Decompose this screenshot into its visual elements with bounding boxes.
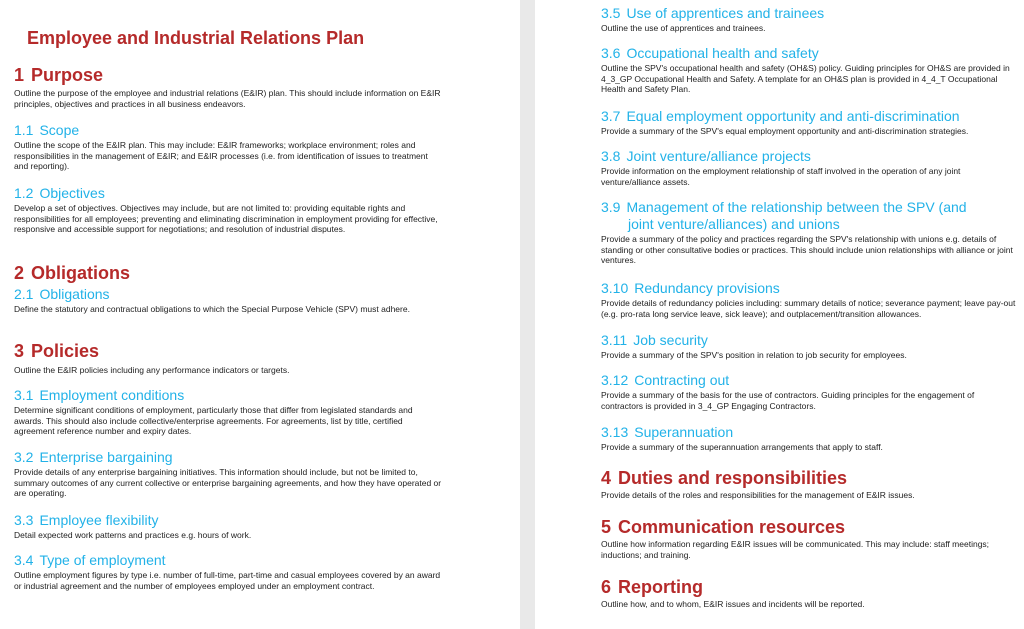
subsection-heading — [601, 108, 1017, 125]
section-1-2 — [14, 185, 444, 235]
subsection-heading — [601, 45, 1017, 62]
section-number: 6 — [601, 577, 612, 597]
subsection-number: 3.2 — [14, 449, 34, 465]
page-left-column — [14, 0, 444, 591]
subsection-heading — [601, 372, 1017, 389]
section-3-1 — [14, 387, 444, 437]
subsection-body: Develop a set of objectives. Objectives may include, but are not limited to: providing equitable rights and responsibilities for all employees; preventing and eliminating discrimination in employment providing for effective, responsive and accessible support for negotiations; and resolution of industrial disputes. — [14, 203, 438, 235]
section-heading — [601, 516, 1017, 538]
subsection-number: 2.1 — [14, 286, 34, 302]
section-2 — [14, 262, 444, 284]
section-title: Purpose — [31, 65, 104, 85]
section-2-1 — [14, 286, 444, 315]
subsection-body: Provide a summary of the basis for the use of contractors. Guiding principles for the engagement of contractors is provided in 3_4_GP Engaging Contractors. — [601, 390, 975, 411]
subsection-number: 3.11 — [601, 332, 628, 348]
section-3-11 — [601, 332, 1017, 361]
subsection-body: Define the statutory and contractual obligations to which the Special Purpose Vehicle (SPV) must adhere. — [14, 304, 410, 314]
subsection-title: Objectives — [39, 185, 105, 201]
subsection-title: Enterprise bargaining — [39, 449, 173, 465]
section-title: Obligations — [31, 263, 131, 283]
section-3-7 — [601, 108, 1017, 137]
section-1 — [14, 64, 444, 109]
section-title: Duties and responsibilities — [618, 468, 848, 488]
section-3-13 — [601, 424, 1017, 453]
section-3 — [14, 340, 444, 376]
section-body: Outline the purpose of the employee and industrial relations (E&IR) plan. This should include information on E&IR principles, objectives and practices in all business endeavors. — [14, 88, 441, 109]
subsection-number: 3.4 — [14, 552, 34, 568]
subsection-number: 3.12 — [601, 372, 629, 388]
subsection-heading — [14, 449, 444, 466]
subsection-title: Contracting out — [634, 372, 730, 388]
subsection-number: 3.5 — [601, 5, 621, 21]
section-1-1 — [14, 122, 444, 172]
section-number: 5 — [601, 517, 612, 537]
subsection-heading — [601, 148, 1017, 165]
section-3-12 — [601, 372, 1017, 411]
section-heading — [601, 467, 1017, 489]
subsection-body: Determine significant conditions of employment, particularly those that differ from legislated standards and awards. This should also include collective/enterprise agreements. For agreements, list by title, certified agreement reference number and expiry dates. — [14, 405, 413, 437]
section-title: Communication resources — [618, 517, 846, 537]
section-body: Outline the E&IR policies including any performance indicators or targets. — [14, 365, 290, 375]
section-heading — [14, 262, 444, 284]
section-number: 2 — [14, 263, 25, 283]
subsection-number: 3.9 — [601, 199, 621, 215]
subsection-title: Employment conditions — [39, 387, 185, 403]
subsection-body: Provide details of redundancy policies including: summary details of notice; severance payment; leave pay-out (e.g. pro-rata long service leave, sick leave); and outplacement/transition allowances. — [601, 298, 1016, 319]
section-3-6 — [601, 45, 1017, 95]
section-number: 3 — [14, 341, 25, 361]
section-3-3 — [14, 512, 444, 541]
subsection-body: Provide a summary of the SPV's equal employment opportunity and anti-discrimination strategies. — [601, 126, 969, 136]
subsection-heading — [601, 424, 1017, 441]
subsection-title: Joint venture/alliance projects — [626, 148, 811, 164]
subsection-heading — [14, 552, 444, 569]
subsection-heading — [601, 199, 1017, 233]
section-body: Outline how, and to whom, E&IR issues and incidents will be reported. — [601, 599, 865, 609]
subsection-number: 1.2 — [14, 185, 34, 201]
subsection-body: Outline the SPV's occupational health and safety (OH&S) policy. Guiding principles for OH&S are provided in 4_3_GP Occupational Health and Safety. A template for an OH&S plan is provided in 4_4_T Occupational Health and Safety Plan. — [601, 63, 1010, 95]
subsection-body: Provide details of any enterprise bargaining initiatives. This information should include, but not be limited to, summary outcomes of any current collective or enterprise bargaining agreements, and how they have operated or are operating. — [14, 467, 442, 499]
section-3-9 — [601, 199, 1017, 266]
subsection-heading — [14, 512, 444, 529]
subsection-number: 3.13 — [601, 424, 629, 440]
section-3-5 — [601, 5, 1017, 34]
section-number: 1 — [14, 65, 25, 85]
subsection-number: 3.8 — [601, 148, 621, 164]
subsection-body: Provide a summary of the SPV's position in relation to job security for employees. — [601, 350, 907, 360]
subsection-heading — [601, 332, 1017, 349]
subsection-heading — [14, 286, 444, 303]
document-title: Employee and Industrial Relations Plan — [27, 28, 365, 48]
subsection-body: Detail expected work patterns and practices e.g. hours of work. — [14, 530, 252, 540]
subsection-number: 3.10 — [601, 280, 629, 296]
subsection-body: Provide a summary of the superannuation arrangements that apply to staff. — [601, 442, 883, 452]
subsection-title: Type of employment — [39, 552, 166, 568]
section-body: Provide details of the roles and responsibilities for the management of E&IR issues. — [601, 490, 915, 500]
section-3-2 — [14, 449, 444, 499]
section-title: Reporting — [618, 577, 704, 597]
subsection-title: Equal employment opportunity and anti-discrimination — [626, 108, 960, 124]
subsection-title: Scope — [39, 122, 80, 138]
section-3-4 — [14, 552, 444, 591]
subsection-number: 3.6 — [601, 45, 621, 61]
subsection-title: Occupational health and safety — [626, 45, 819, 61]
section-heading — [14, 64, 444, 86]
subsection-title: Job security — [633, 332, 708, 348]
section-body: Outline how information regarding E&IR issues will be communicated. This may include: staff meetings; inductions; and training. — [601, 539, 990, 560]
subsection-title: Use of apprentices and trainees — [626, 5, 825, 21]
subsection-number: 3.1 — [14, 387, 34, 403]
subsection-body: Outline employment figures by type i.e. number of full-time, part-time and casual employees covered by an award or industrial agreement and the number of employees employed under an employment contract. — [14, 570, 441, 591]
subsection-heading — [14, 185, 444, 202]
subsection-number: 1.1 — [14, 122, 34, 138]
subsection-heading — [14, 122, 444, 139]
section-3-8 — [601, 148, 1017, 187]
section-6 — [601, 576, 1017, 610]
section-number: 4 — [601, 468, 612, 488]
subsection-heading — [601, 5, 1017, 22]
subsection-body: Outline the scope of the E&IR plan. This may include: E&IR frameworks; workplace environment; roles and responsibilities in the management of E&IR; and E&IR processes (i.e. from identification of issues to treatment and reporting). — [14, 140, 428, 172]
subsection-title: Employee flexibility — [39, 512, 159, 528]
document-page-right — [535, 0, 1024, 629]
subsection-number: 3.3 — [14, 512, 34, 528]
subsection-number: 3.7 — [601, 108, 621, 124]
section-heading — [601, 576, 1017, 598]
subsection-title: Redundancy provisions — [634, 280, 780, 296]
section-heading — [14, 340, 444, 362]
subsection-title: Management of the relationship between the SPV (and — [626, 199, 967, 215]
section-title: Policies — [31, 341, 100, 361]
subsection-heading — [601, 280, 1017, 297]
subsection-body: Provide a summary of the policy and practices regarding the SPV's relationship with unions e.g. details of standing or other consultative bodies or practices. This should include union relationships with alliance or joint ventures. — [601, 234, 1013, 266]
section-4 — [601, 467, 1017, 501]
subsection-body: Outline the use of apprentices and trainees. — [601, 23, 766, 33]
subsection-title: Obligations — [39, 286, 110, 302]
section-3-10 — [601, 280, 1017, 319]
subsection-heading — [14, 387, 444, 404]
subsection-title-continued: joint venture/alliances) and unions — [628, 216, 840, 232]
section-5 — [601, 516, 1017, 560]
subsection-body: Provide information on the employment relationship of staff involved in the operation of any joint venture/alliance assets. — [601, 166, 961, 187]
subsection-title: Superannuation — [634, 424, 734, 440]
